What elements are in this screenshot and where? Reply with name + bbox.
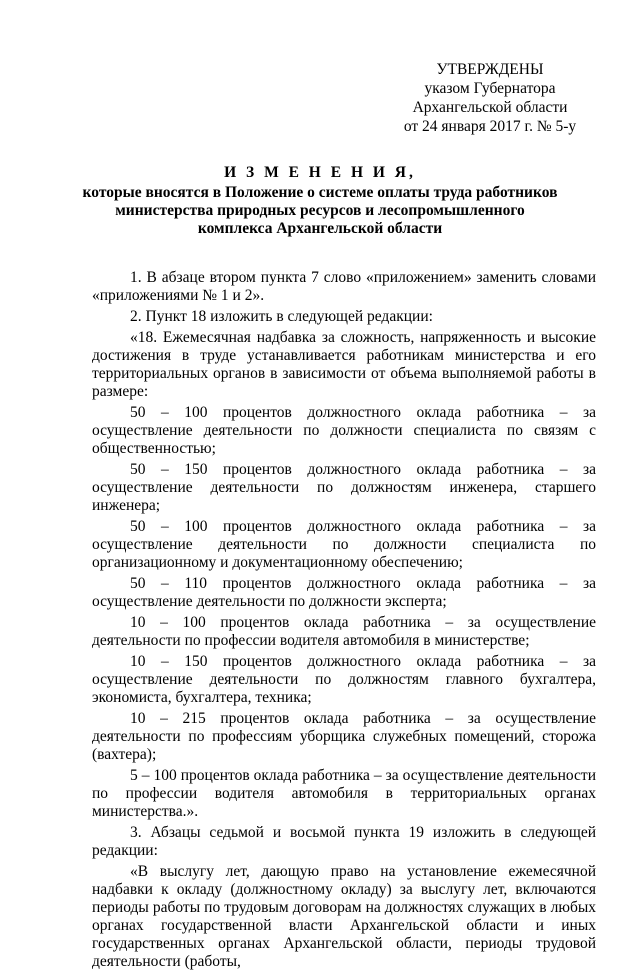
paragraph: 3. Абзацы седьмой и восьмой пункта 19 изложить в следующей редакции:	[92, 824, 596, 859]
paragraph: 1. В абзаце втором пункта 7 слово «приложением» заменить словами «приложениями № 1 и 2».	[92, 269, 596, 304]
paragraph: 50 – 100 процентов должностного оклада работника – за осуществление деятельности по должности специалиста по связям с общественностью;	[92, 404, 596, 457]
approval-title: УТВЕРЖДЕНЫ	[436, 61, 544, 78]
title-line-1: которые вносятся в Положение о системе оплаты труда работников	[82, 184, 558, 201]
paragraph: 50 – 110 процентов должностного оклада работника – за осуществление деятельности по должности эксперта;	[92, 575, 596, 610]
paragraph: 10 – 150 процентов должностного оклада работника – за осуществление деятельности по должностям главного бухгалтера, экономиста, бухгалтера, техника;	[92, 653, 596, 706]
approval-stamp	[390, 60, 590, 136]
paragraph: 10 – 215 процентов оклада работника – за осуществление деятельности по профессиям уборщика служебных помещений, сторожа (вахтера);	[92, 710, 596, 763]
paragraph: 50 – 150 процентов должностного оклада работника – за осуществление деятельности по должностям инженера, старшего инженера;	[92, 461, 596, 514]
paragraph: 50 – 100 процентов должностного оклада работника – за осуществление деятельности по должности специалиста по организационному и документационному обеспечению;	[92, 518, 596, 571]
document-title	[60, 164, 580, 238]
title-line-2: министерства природных ресурсов и лесопромышленного	[115, 202, 525, 219]
paragraph: 5 – 100 процентов оклада работника – за осуществление деятельности по профессии водителя автомобиля в территориальных органах министерства.».	[92, 767, 596, 820]
paragraph: 10 – 100 процентов оклада работника – за осуществление деятельности по профессии водителя автомобиля в министерстве;	[92, 614, 596, 649]
approval-authority: указом Губернатора	[424, 80, 556, 97]
approval-date: от 24 января 2017 г. № 5-у	[403, 118, 577, 135]
document-body	[92, 269, 596, 974]
approval-region: Архангельской области	[412, 99, 568, 116]
title-heading: И З М Е Н Е Н И Я,	[224, 164, 416, 181]
paragraph: 2. Пункт 18 изложить в следующей редакции:	[130, 308, 433, 325]
paragraph: «18. Ежемесячная надбавка за сложность, напряженность и высокие достижения в труде устанавливается работникам министерства и его территориальных органов в зависимости от объема выполняемой работы в размере:	[92, 329, 596, 400]
paragraph: «В выслугу лет, дающую право на установление ежемесячной надбавки к окладу (должностному окладу) за выслугу лет, включаются периоды работы по трудовым договорам на должностях служащих в любых органах государственной власти Архангельской области и иных государственных органах Архангельской области, периоды трудовой деятельности (работы,	[92, 863, 596, 970]
title-line-3: комплекса Архангельской области	[197, 220, 443, 237]
